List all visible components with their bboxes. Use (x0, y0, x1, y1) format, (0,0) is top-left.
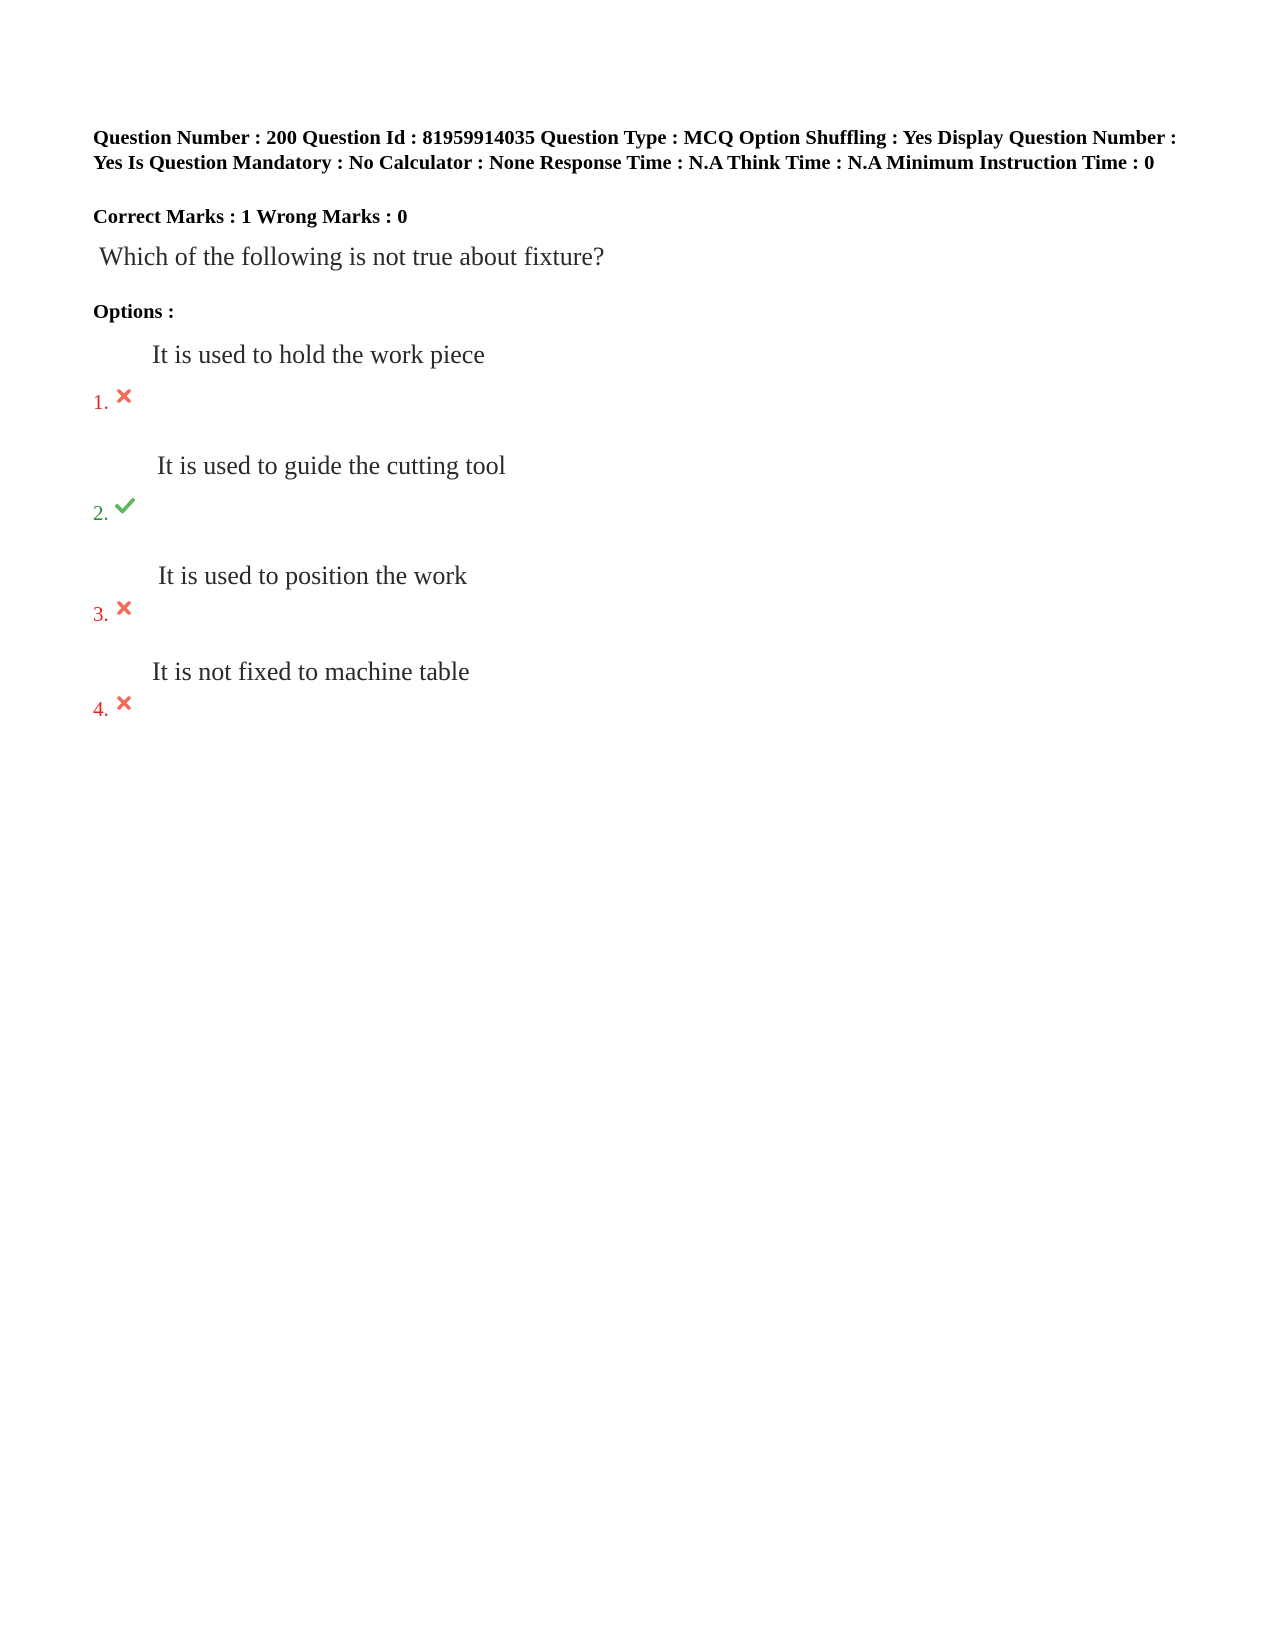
options-label: Options : (93, 301, 175, 323)
cross-icon (116, 695, 132, 711)
option-3-number: 3. (93, 602, 109, 626)
option-4-text: It is not fixed to machine table (152, 657, 470, 686)
check-icon (115, 497, 135, 515)
question-text: Which of the following is not true about fixture? (99, 242, 605, 271)
option-3-text: It is used to position the work (158, 561, 468, 590)
option-2-text: It is used to guide the cutting tool (157, 451, 506, 480)
option-2-number: 2. (93, 501, 109, 525)
option-1-number: 1. (93, 390, 109, 414)
cross-icon (116, 600, 132, 616)
question-meta: Question Number : 200 Question Id : 81959914035 Question Type : MCQ Option Shuffling : Yes Display Question Number : Yes Is Question Mandatory : No Calculator : None Response Time : N.A Think Time : N.A Minimum Instruction Time : 0 (93, 127, 1177, 174)
cross-icon (116, 388, 132, 404)
marks-info: Correct Marks : 1 Wrong Marks : 0 (93, 206, 408, 228)
option-1-text: It is used to hold the work piece (152, 340, 485, 369)
option-4-number: 4. (93, 697, 109, 721)
